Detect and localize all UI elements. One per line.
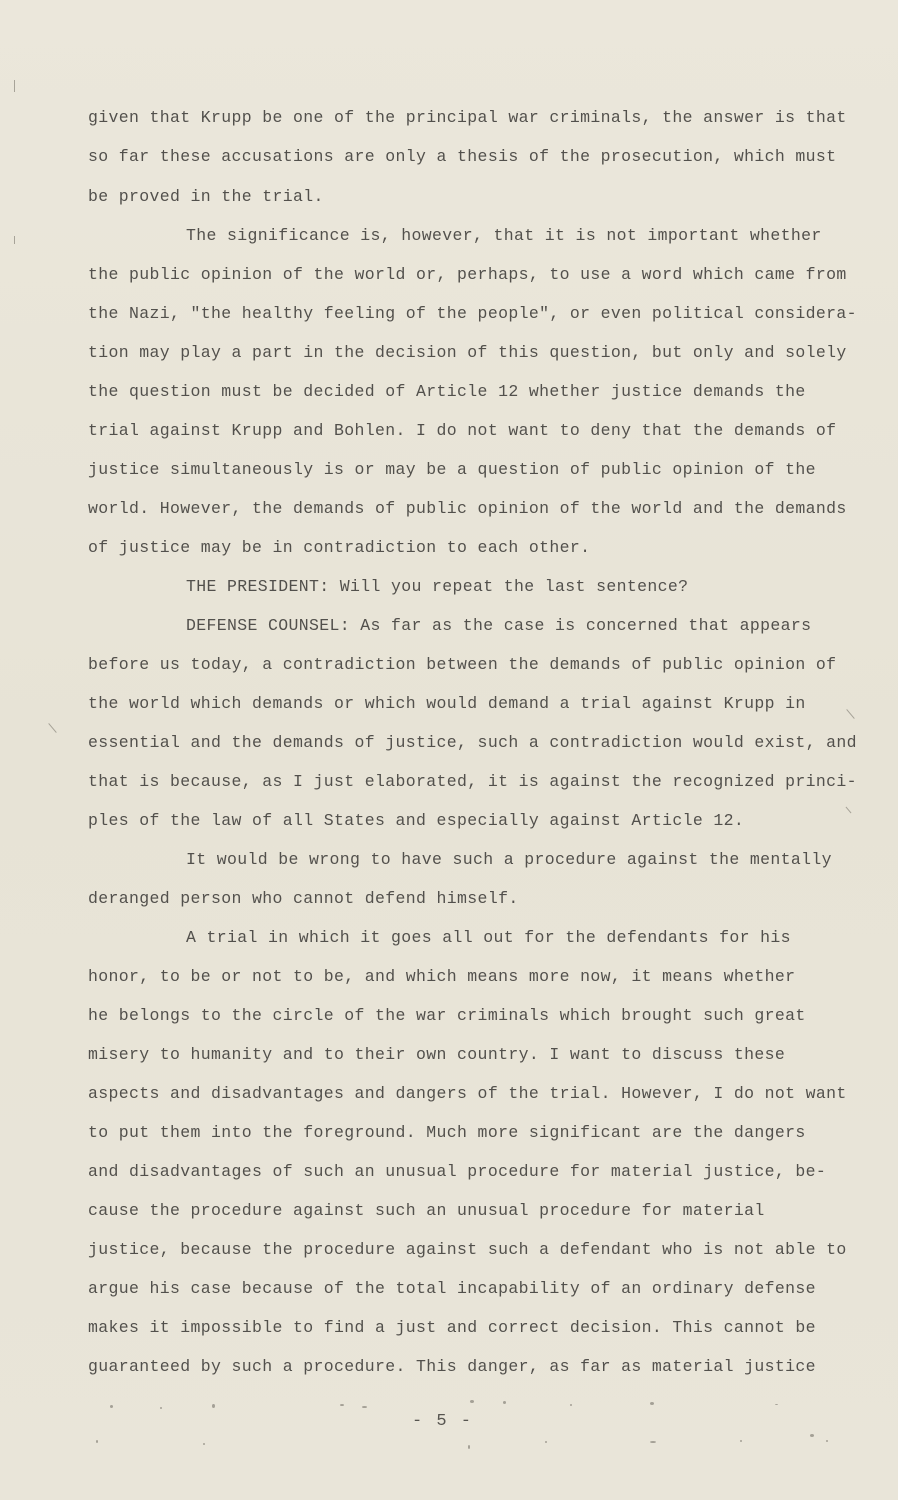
speck — [470, 1400, 474, 1403]
text-line: misery to humanity and to their own country. I want to discuss these — [88, 1045, 786, 1064]
speck — [160, 1407, 162, 1409]
page-number: - 5 - — [412, 1412, 474, 1431]
text-line: cause the procedure against such an unusual procedure for material — [88, 1201, 765, 1220]
margin-mark — [48, 723, 56, 733]
speck — [212, 1404, 215, 1408]
speck — [545, 1441, 547, 1443]
speck — [96, 1440, 98, 1443]
text-line: essential and the demands of justice, such a contradiction would exist, and — [88, 733, 857, 752]
text-line: that is because, as I just elaborated, it is against the recognized princi- — [88, 772, 857, 791]
text-line: argue his case because of the total incapability of an ordinary defense — [88, 1279, 816, 1298]
speck — [468, 1445, 470, 1449]
text-line: trial against Krupp and Bohlen. I do not want to deny that the demands of — [88, 421, 837, 440]
text-line: ples of the law of all States and especially against Article 12. — [88, 811, 745, 830]
margin-mark — [14, 80, 15, 92]
speck — [810, 1434, 814, 1437]
text-line: makes it impossible to find a just and correct decision. This cannot be — [88, 1318, 816, 1337]
text-line: before us today, a contradiction between the demands of public opinion of — [88, 655, 837, 674]
text-line: given that Krupp be one of the principal war criminals, the answer is that — [88, 108, 847, 127]
speck — [650, 1402, 654, 1405]
speck — [110, 1405, 113, 1408]
speaker-line-defense-counsel: DEFENSE COUNSEL: As far as the case is concerned that appears — [186, 616, 812, 635]
text-line: the Nazi, "the healthy feeling of the people", or even political considera- — [88, 304, 857, 323]
text-line: aspects and disadvantages and dangers of the trial. However, I do not want — [88, 1084, 847, 1103]
speck — [570, 1404, 572, 1406]
paragraph-start: It would be wrong to have such a procedure against the mentally — [186, 850, 832, 869]
speck — [826, 1440, 828, 1442]
text-line: to put them into the foreground. Much more significant are the dangers — [88, 1123, 806, 1142]
text-line: world. However, the demands of public opinion of the world and the demands — [88, 499, 847, 518]
text-line: guaranteed by such a procedure. This danger, as far as material justice — [88, 1357, 816, 1376]
text-line: so far these accusations are only a thesis of the prosecution, which must — [88, 147, 837, 166]
paragraph-start: The significance is, however, that it is not important whether — [186, 226, 822, 245]
speck — [650, 1441, 656, 1443]
speck — [503, 1401, 506, 1404]
margin-mark — [846, 807, 852, 814]
text-line: tion may play a part in the decision of this question, but only and solely — [88, 343, 847, 362]
speck — [203, 1443, 205, 1445]
text-line: be proved in the trial. — [88, 187, 324, 206]
text-line: he belongs to the circle of the war criminals which brought such great — [88, 1006, 806, 1025]
speck — [740, 1440, 742, 1442]
speaker-line-president: THE PRESIDENT: Will you repeat the last sentence? — [186, 577, 689, 596]
speck — [362, 1406, 367, 1408]
text-line: honor, to be or not to be, and which means more now, it means whether — [88, 967, 796, 986]
text-line: the public opinion of the world or, perhaps, to use a word which came from — [88, 265, 847, 284]
text-line: the question must be decided of Article 12 whether justice demands the — [88, 382, 806, 401]
paragraph-start: A trial in which it goes all out for the defendants for his — [186, 928, 791, 947]
text-line: deranged person who cannot defend himself. — [88, 889, 519, 908]
margin-mark — [846, 709, 854, 719]
text-line: of justice may be in contradiction to each other. — [88, 538, 591, 557]
speck — [340, 1404, 344, 1406]
margin-mark — [14, 236, 15, 244]
text-line: justice simultaneously is or may be a question of public opinion of the — [88, 460, 816, 479]
text-line: the world which demands or which would demand a trial against Krupp in — [88, 694, 806, 713]
text-line: and disadvantages of such an unusual procedure for material justice, be- — [88, 1162, 827, 1181]
text-line: justice, because the procedure against such a defendant who is not able to — [88, 1240, 847, 1259]
speck — [775, 1404, 778, 1405]
